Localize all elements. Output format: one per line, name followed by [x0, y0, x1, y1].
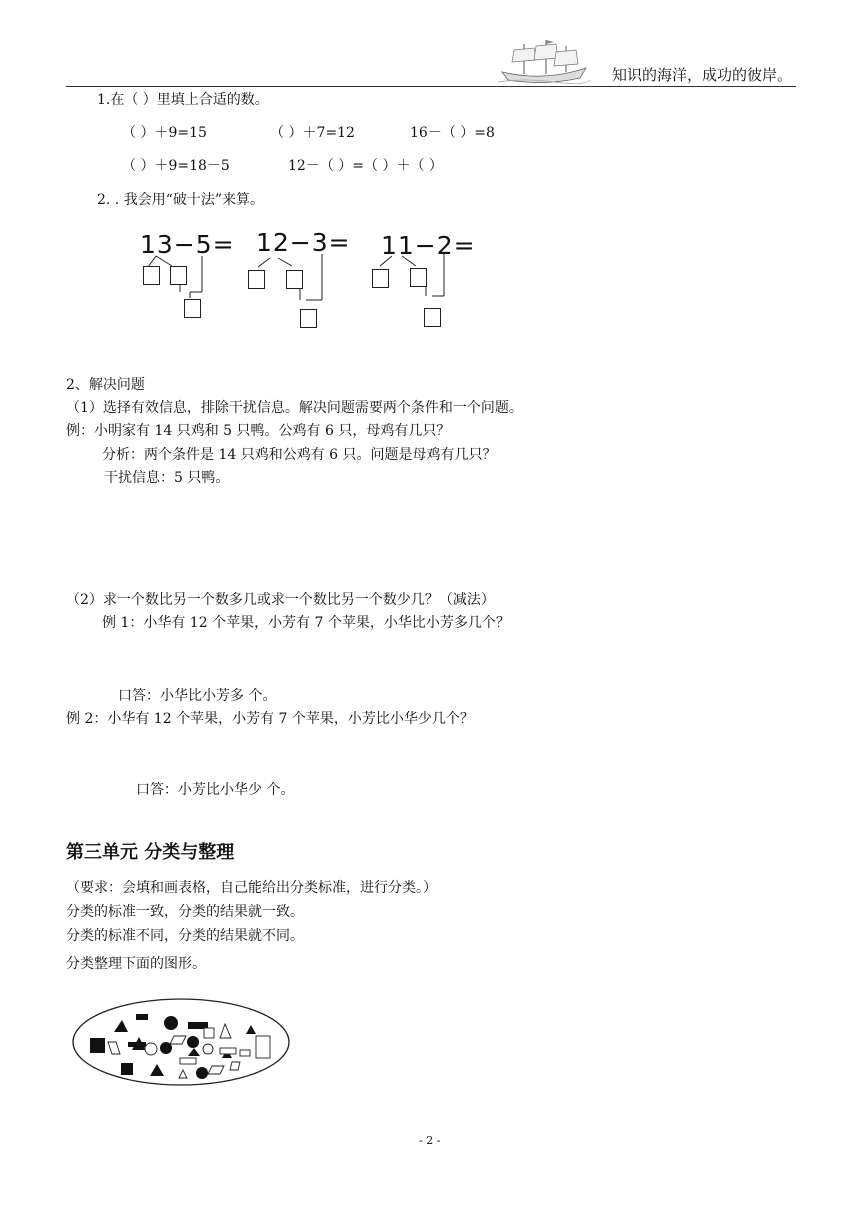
fill-blank-2: （ ）＋7=12 — [270, 125, 355, 141]
circle-outline — [145, 1043, 157, 1055]
unit3-rule-2: 分类的标准不同，分类的结果就不同。 — [66, 928, 304, 944]
unit3-requirement: （要求：会填和画表格，自己能给出分类标准，进行分类。） — [66, 880, 437, 896]
unit3-rule-1: 分类的标准一致，分类的结果就一致。 — [66, 904, 304, 920]
answer-box[interactable] — [170, 266, 187, 285]
answer-box[interactable] — [184, 299, 201, 318]
answer-box[interactable] — [300, 309, 317, 328]
sailing-ship-icon — [494, 38, 594, 86]
answer-box[interactable] — [424, 308, 441, 327]
answer-2-text: 口答：小芳比小华少 个。 — [136, 782, 295, 798]
section1-title: 1.在（ ）里填上合适的数。 — [97, 92, 269, 108]
circle-filled — [164, 1016, 178, 1030]
square-filled — [121, 1063, 133, 1075]
square-outline — [204, 1028, 214, 1038]
circle-filled — [196, 1067, 208, 1079]
problems-heading: 2、解决问题 — [66, 377, 145, 393]
interference-text: 干扰信息：5 只鸭。 — [104, 470, 230, 486]
page-number: - 2 - — [419, 1134, 441, 1147]
rectangle-outline — [240, 1050, 250, 1056]
answer-box[interactable] — [372, 269, 389, 288]
example-2-text: 例 2：小华有 12 个苹果，小芳有 7 个苹果，小芳比小华少几个？ — [66, 711, 474, 727]
fill-blank-1: （ ）＋9=15 — [122, 125, 207, 141]
rectangle-outline — [220, 1048, 236, 1054]
shapes-oval — [70, 996, 292, 1088]
equation-3: 11−2= — [381, 231, 476, 260]
circle-outline — [203, 1044, 213, 1054]
rectangle-filled — [128, 1042, 146, 1047]
circle-filled — [187, 1036, 199, 1048]
equation-2: 12−3= — [256, 228, 351, 257]
rectangle-filled — [136, 1014, 148, 1020]
unit3-title: 第三单元 分类与整理 — [66, 842, 235, 863]
answer-box[interactable] — [143, 266, 160, 285]
rectangle-outline — [180, 1058, 196, 1064]
parallelogram-outline — [230, 1062, 240, 1070]
fill-blank-3: 16－（ ）=8 — [410, 125, 495, 141]
section2-title: 2. . 我会用“破十法”来算。 — [97, 192, 265, 208]
problem-2-title: （2）求一个数比另一个数多几或求一个数比另一个数少几？（减法） — [66, 592, 495, 608]
rectangle-outline — [256, 1036, 270, 1058]
unit3-task: 分类整理下面的图形。 — [66, 956, 206, 972]
fill-blank-5: 12－（ ）=（ ）＋（ ） — [288, 158, 443, 174]
header-divider — [66, 86, 796, 87]
answer-box[interactable] — [248, 270, 265, 289]
answer-1-text: 口答：小华比小芳多 个。 — [118, 688, 277, 704]
example-text: 例：小明家有 14 只鸡和 5 只鸭。公鸡有 6 只，母鸡有几只？ — [66, 423, 451, 439]
answer-box[interactable] — [410, 268, 427, 287]
problem-1-title: （1）选择有效信息，排除干扰信息。解决问题需要两个条件和一个问题。 — [66, 400, 523, 416]
fill-blank-4: （ ）＋9=18－5 — [122, 158, 230, 174]
header-slogan: 知识的海洋，成功的彼岸。 — [612, 66, 793, 84]
square-filled — [90, 1038, 105, 1053]
equation-1: 13−5= — [140, 230, 235, 259]
answer-box[interactable] — [286, 270, 303, 289]
analysis-text: 分析：两个条件是 14 只鸡和公鸡有 6 只。问题是母鸡有几只？ — [102, 447, 497, 463]
example-1-text: 例 1：小华有 12 个苹果，小芳有 7 个苹果，小华比小芳多几个？ — [102, 615, 510, 631]
ship-logo — [494, 38, 594, 86]
